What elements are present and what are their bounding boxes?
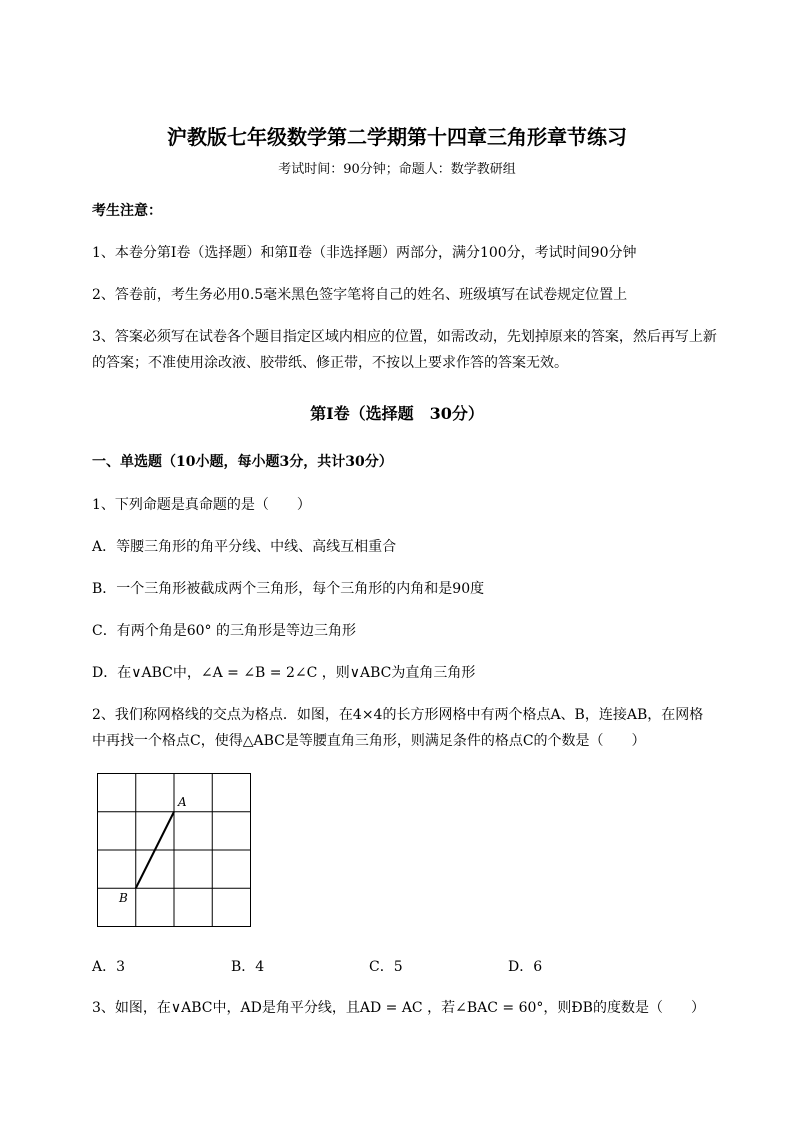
section-title: 第I卷（选择题 30分） <box>310 404 484 423</box>
q1-option-a: A．等腰三角形的角平分线、中线、高线互相重合 <box>92 539 397 555</box>
q2-stem-line1: 2、我们称网格线的交点为格点．如图，在4×4的长方形网格中有两个格点A、B，连接AB，在网格 <box>92 707 704 723</box>
notice-item-1: 1、本卷分第I卷（选择题）和第Ⅱ卷（非选择题）两部分，满分100分，考试时间90分钟 <box>92 245 637 261</box>
q1-option-b: B．一个三角形被截成两个三角形，每个三角形的内角和是90度 <box>92 581 485 597</box>
exam-subtitle: 考试时间：90分钟；命题人：数学教研组 <box>278 162 516 177</box>
exam-title: 沪教版七年级数学第二学期第十四章三角形章节练习 <box>167 125 627 149</box>
q2-option-c: C．5 <box>369 959 403 975</box>
q2-option-a: A．3 <box>92 959 126 975</box>
notice-item-3: 3、答案必须写在试卷各个题目指定区域内相应的位置，如需改动，先划掉原来的答案，然后再写上新 <box>92 329 717 345</box>
q2-option-b: B．4 <box>231 959 265 975</box>
q3-stem: 3、如图，在∨ABC中，AD是角平分线，且AD = AC ，若∠BAC = 60°，则ÐB的度数是（ ） <box>92 1000 705 1016</box>
notice-item-3-cont: 的答案；不准使用涂改液、胶带纸、修正带，不按以上要求作答的答案无效。 <box>92 355 568 371</box>
q2-stem-line2: 中再找一个格点C，使得△ABC是等腰直角三角形，则满足条件的格点C的个数是（ ） <box>92 733 646 749</box>
notice-item-2: 2、答卷前，考生务必用0.5毫米黑色签字笔将自己的姓名、班级填写在试卷规定位置上 <box>92 287 628 303</box>
point-b-label: B <box>119 891 128 905</box>
notice-heading: 考生注意： <box>92 203 162 219</box>
q2-option-d: D．6 <box>508 959 543 975</box>
q1-stem: 1、下列命题是真命题的是（ ） <box>92 497 311 513</box>
point-a-label: A <box>178 795 187 809</box>
q1-option-d: D．在∨ABC中，∠A = ∠B = 2∠C ，则∨ABC为直角三角形 <box>92 665 476 681</box>
part-heading: 一、单选题（10小题，每小题3分，共计30分） <box>92 454 393 470</box>
q1-option-c: C．有两个角是60° 的三角形是等边三角形 <box>92 623 356 639</box>
q2-grid-figure <box>92 768 258 930</box>
